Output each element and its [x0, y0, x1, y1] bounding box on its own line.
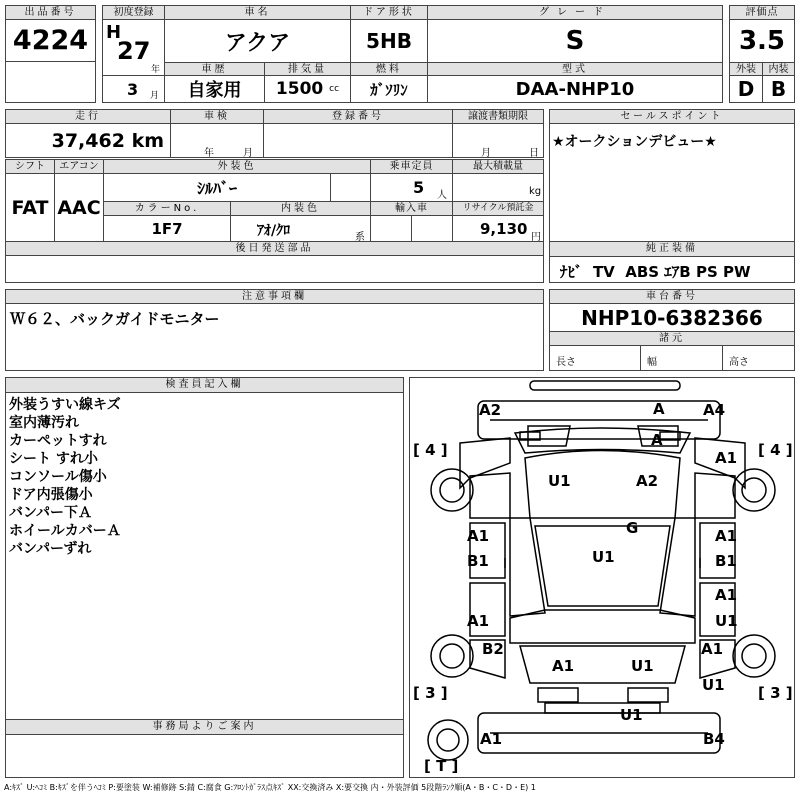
displacement-label: 排気量	[264, 62, 351, 76]
chassis-number: NHP10-6382366	[549, 303, 795, 332]
height-label: 高さ	[729, 357, 749, 368]
inspector-line: シート すれ小	[9, 451, 98, 467]
mileage-label: 走行	[5, 109, 171, 124]
damage-mark: A1	[467, 612, 490, 630]
damage-mark: A	[653, 400, 665, 418]
insp-year-unit: 年	[204, 148, 214, 158]
transfer-day-unit: 日	[529, 148, 539, 158]
recycle-value: 9,130	[480, 220, 528, 238]
transfer-cell	[452, 123, 544, 158]
int-label: 内装	[762, 62, 795, 76]
dims-length-cell	[549, 345, 641, 371]
length-label: 長さ	[556, 357, 576, 368]
lot-label: 出品番号	[5, 5, 96, 20]
damage-mark: U1	[548, 472, 571, 490]
car-outline	[410, 378, 795, 778]
inspector-line: ホイールカバーＡ	[9, 523, 121, 539]
recycle-unit: 円	[531, 232, 541, 242]
interior-color-label: 内装色	[230, 201, 371, 216]
transfer-label: 譲渡書類期限	[452, 109, 544, 124]
model-value: DAA-NHP10	[427, 75, 723, 103]
mileage-value: 37,462	[51, 129, 125, 152]
color-extra	[330, 173, 371, 202]
inspection-cell	[170, 123, 264, 158]
tread-fr-value: 4	[770, 441, 781, 459]
inspector-line: カーペットすれ	[9, 433, 107, 449]
inspector-line: バンパーずれ	[9, 541, 92, 557]
legend: A:ｷｽﾞ U:ﾍｺﾐ B:ｷｽﾞを伴うﾍｺﾐ P:要塗装 W:補修跡 S:錆 C:腐食 G:ﾌﾛﾝﾄｶﾞﾗｽ点ｷｽﾞ XX:交換済み X:要交換 内・外装評価 5段階ﾗﾝｸ順(A・B・C・D・E) 1	[4, 783, 536, 792]
tread-spare: [ T ]	[424, 757, 459, 775]
inspector-notes	[5, 392, 404, 720]
lot-number: 4224	[5, 19, 96, 62]
damage-mark: A1	[715, 527, 738, 545]
color-no-label: カラーNo.	[103, 201, 231, 216]
inspector-line: バンパー下Ａ	[9, 505, 93, 521]
inspection-label: 車検	[170, 109, 264, 124]
sales-point-label: セールスポイント	[549, 109, 795, 124]
tread-rear-left: [ 3 ]	[413, 684, 448, 702]
first-reg-value	[102, 19, 165, 76]
ext-score: D	[729, 75, 763, 103]
ac-value: AAC	[54, 173, 104, 242]
damage-mark: B2	[482, 640, 504, 658]
notes-label: 注意事項欄	[5, 289, 544, 304]
damage-mark: U1	[592, 548, 615, 566]
damage-diagram	[409, 377, 795, 778]
tread-rl-value: 3	[425, 684, 436, 702]
reg-month: 3	[127, 80, 139, 99]
damage-mark: G	[626, 519, 639, 537]
ac-label: エアコン	[54, 159, 104, 174]
door-label: ドア形状	[350, 5, 428, 20]
mileage-cell	[5, 123, 171, 158]
damage-mark: U1	[631, 657, 654, 675]
interior-color-value: ｱｵ/ｸﾛ	[257, 223, 291, 239]
damage-mark: A1	[480, 730, 503, 748]
damage-mark: A1	[715, 586, 738, 604]
equipment-value: ﾅﾋﾞ TV ABS ｴｱB PS PW	[560, 263, 751, 281]
chassis-label: 車台番号	[549, 289, 795, 304]
load-cell	[452, 173, 544, 202]
damage-mark: U1	[702, 676, 725, 694]
grade-label: グレード	[427, 5, 723, 20]
damage-mark: U1	[620, 706, 643, 724]
import-cell-a	[370, 215, 412, 242]
capacity-cell	[370, 173, 453, 202]
reg-month-cell	[102, 75, 165, 103]
inspector-line: コンソール傷小	[9, 469, 107, 485]
displacement-cell	[264, 75, 351, 103]
int-score: B	[762, 75, 795, 103]
damage-mark: A4	[703, 401, 726, 419]
first-reg-label: 初度登録	[102, 5, 165, 20]
reg-year: 27	[117, 37, 151, 65]
interior-color-cell	[230, 215, 371, 242]
recycle-label: リサイクル預託金	[452, 201, 544, 216]
later-parts-cell	[5, 255, 544, 283]
sales-point-cell	[549, 123, 795, 257]
history-label: 車歴	[164, 62, 265, 76]
recycle-cell	[452, 215, 544, 242]
damage-mark: A1	[552, 657, 575, 675]
mileage-unit: km	[131, 129, 164, 152]
damage-mark: A2	[479, 401, 502, 419]
color-no-value: 1F7	[103, 215, 231, 242]
model-label: 型式	[427, 62, 723, 76]
tread-rr-value: 3	[770, 684, 781, 702]
year-unit: 年	[151, 65, 161, 75]
inspector-label: 検査員記入欄	[5, 377, 404, 393]
damage-mark: A1	[701, 640, 724, 658]
damage-mark: A2	[636, 472, 659, 490]
displacement-value: 1500	[275, 79, 324, 99]
later-parts-label: 後日発送部品	[5, 241, 544, 256]
score-label: 評価点	[729, 5, 795, 20]
ext-label: 外装	[729, 62, 763, 76]
sales-point-value: ★オークションデビュー★	[552, 134, 717, 150]
inspector-line: 外装うすい線キズ	[9, 397, 121, 413]
notes-cell	[5, 303, 544, 371]
grade-value: S	[427, 19, 723, 63]
import-label: 輸入車	[370, 201, 453, 216]
color-value: ｼﾙﾊﾞｰ	[103, 173, 331, 202]
capacity-label: 乗車定員	[370, 159, 453, 174]
damage-mark: B4	[703, 730, 725, 748]
reg-no-label: 登録番号	[263, 109, 453, 124]
capacity-value: 5	[413, 178, 425, 197]
equipment-label: 純正装備	[549, 241, 795, 257]
insp-month-unit: 月	[243, 148, 253, 158]
width-label: 幅	[647, 357, 657, 368]
interior-color-unit: 系	[355, 232, 365, 242]
damage-mark: A	[651, 431, 663, 449]
score-value: 3.5	[729, 19, 795, 63]
lot-blank	[5, 61, 96, 103]
equipment-cell	[549, 256, 795, 283]
month-unit: 月	[150, 91, 160, 101]
damage-mark: U1	[715, 612, 738, 630]
office-cell	[5, 734, 404, 778]
color-label: 外装色	[103, 159, 371, 174]
car-name-label: 車名	[164, 5, 351, 20]
tread-front-right: [ 4 ]	[758, 441, 793, 459]
import-cell-b	[411, 215, 453, 242]
era: H	[106, 22, 122, 43]
displacement-unit: cc	[329, 84, 340, 94]
damage-mark: B1	[467, 552, 489, 570]
shift-value: FAT	[5, 173, 55, 242]
tread-front-left: [ 4 ]	[413, 441, 448, 459]
reg-no-cell	[263, 123, 453, 158]
inspector-line: 室内薄汚れ	[9, 415, 79, 431]
door-type: 5HB	[350, 19, 428, 63]
damage-mark: B1	[715, 552, 737, 570]
office-label: 事務局よりご案内	[5, 719, 404, 735]
load-label: 最大積載量	[452, 159, 544, 174]
load-unit: kg	[529, 186, 542, 197]
history-value: 自家用	[164, 75, 265, 103]
tread-rear-right: [ 3 ]	[758, 684, 793, 702]
tread-spare-value: T	[436, 757, 447, 775]
capacity-unit: 人	[437, 190, 447, 201]
transfer-month-unit: 月	[481, 148, 491, 158]
tread-fl-value: 4	[425, 441, 436, 459]
fuel-label: 燃料	[350, 62, 428, 76]
fuel-value: ｶﾞｿﾘﾝ	[350, 75, 428, 103]
dims-width-cell	[640, 345, 723, 371]
inspector-line: ドア内張傷小	[9, 487, 93, 503]
damage-mark: A1	[715, 449, 738, 467]
shift-label: シフト	[5, 159, 55, 174]
car-name: アクア	[164, 19, 351, 63]
dims-label: 諸元	[549, 331, 795, 346]
damage-mark: A1	[467, 527, 490, 545]
dims-height-cell	[722, 345, 795, 371]
notes-value: Ｗ６２、バックガイドモニター	[10, 310, 220, 328]
